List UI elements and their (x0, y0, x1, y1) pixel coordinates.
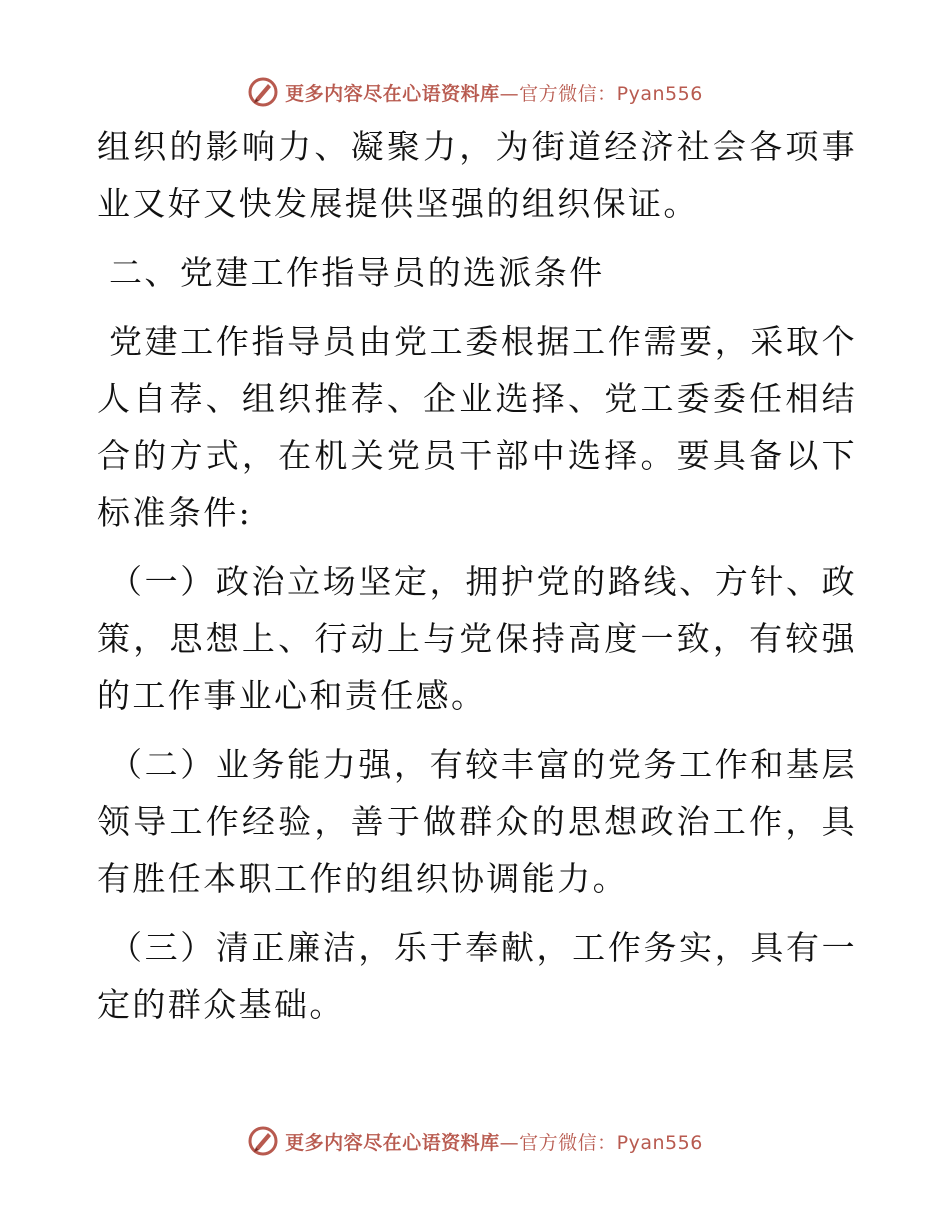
header-watermark-suffix: 官方微信：Pyan556 (519, 82, 703, 105)
footer-watermark-main: 更多内容尽在心语资料库 (285, 1131, 500, 1154)
footer-watermark-dash: — (499, 1131, 520, 1154)
header-watermark-dash: — (499, 82, 520, 105)
paragraph-continuation: 组织的影响力、凝聚力，为街道经济社会各项事业又好又快发展提供坚强的组织保证。 (97, 127, 857, 223)
paragraph-condition-2: （二）业务能力强，有较丰富的党务工作和基层领导工作经验，善于做群众的思想政治工作，具有胜任本职工作的组织协调能力。 (97, 745, 857, 898)
footer-watermark-suffix: 官方微信：Pyan556 (519, 1131, 703, 1154)
pen-logo-icon (247, 76, 279, 108)
paragraph-condition-3: （三）清正廉洁，乐于奉献，工作务实，具有一定的群众基础。 (97, 928, 857, 1024)
pen-logo-icon (247, 1125, 279, 1157)
header-watermark-main: 更多内容尽在心语资料库 (285, 82, 500, 105)
document-body (97, 118, 857, 1033)
footer-watermark (0, 1121, 950, 1161)
header-watermark (0, 72, 950, 112)
paragraph-selection-method: 党建工作指导员由党工委根据工作需要，采取个人自荐、组织推荐、企业选择、党工委委任相结合的方式，在机关党员干部中选择。要具备以下标准条件: (97, 322, 857, 532)
paragraph-condition-1: （一）政治立场坚定，拥护党的路线、方针、政策，思想上、行动上与党保持高度一致，有较强的工作事业心和责任感。 (97, 562, 857, 715)
section-heading: 二、党建工作指导员的选派条件 (109, 253, 605, 292)
header-watermark-text (285, 79, 703, 106)
footer-watermark-text (285, 1128, 703, 1155)
